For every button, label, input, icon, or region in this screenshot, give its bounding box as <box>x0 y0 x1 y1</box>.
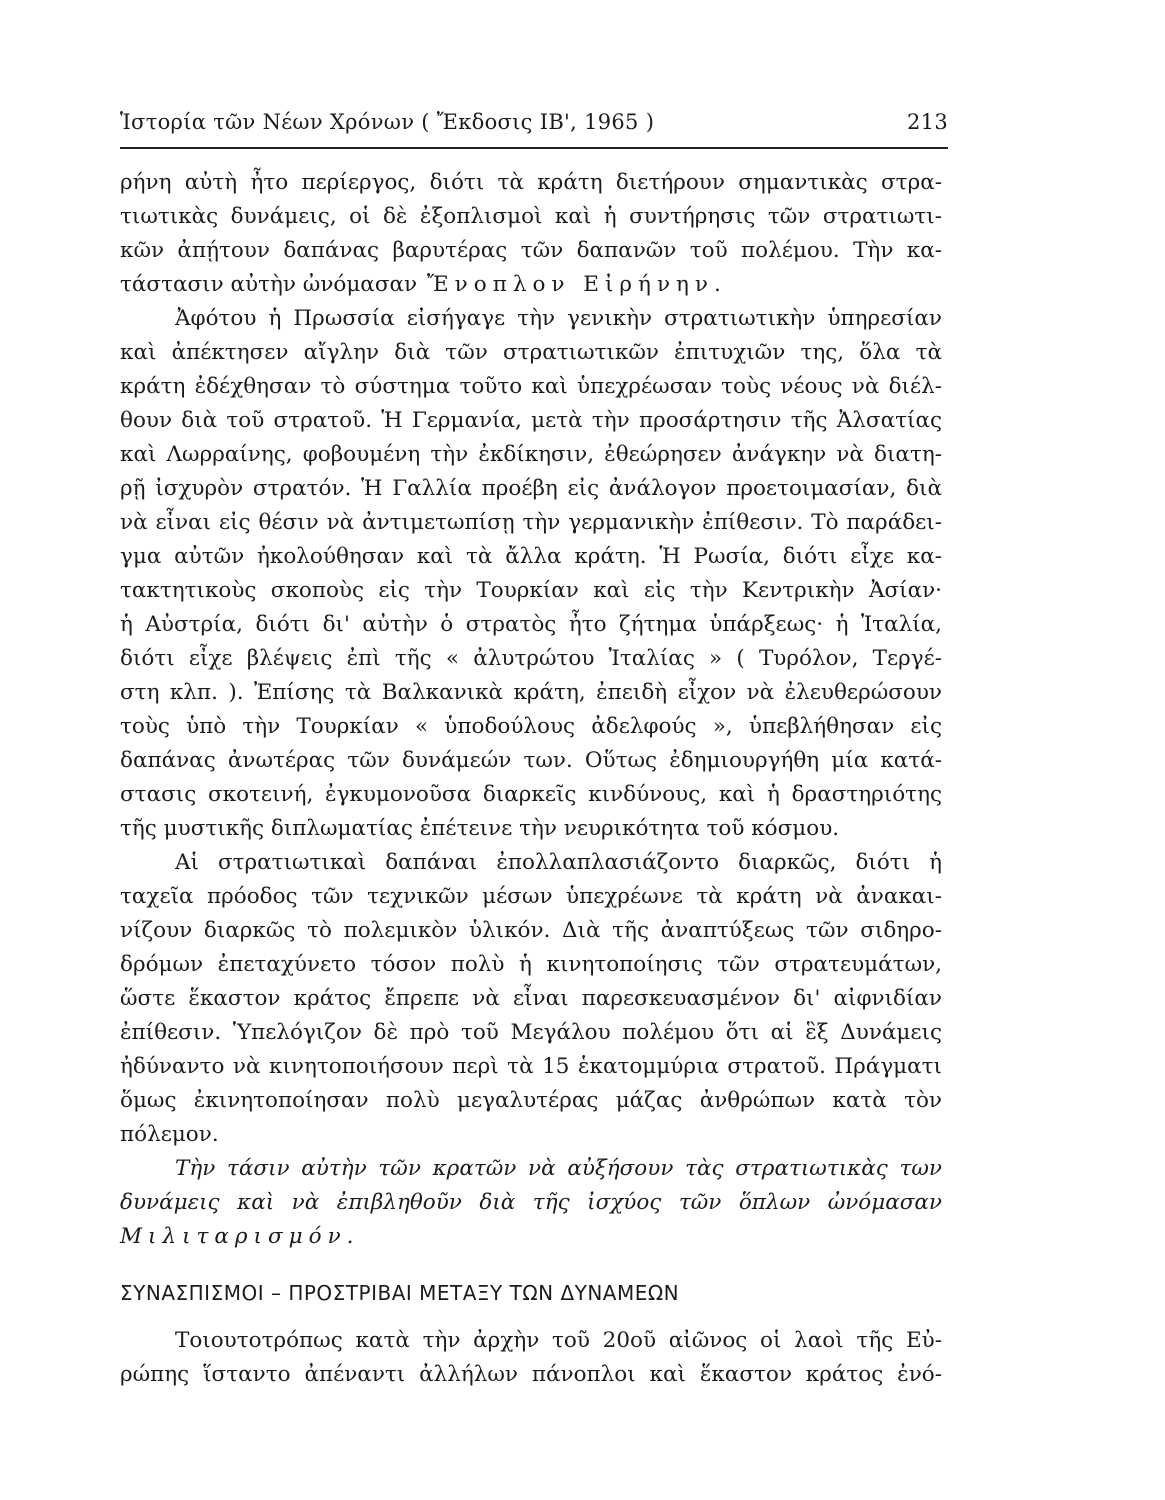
text-line: καὶ ἀπέκτησεν αἴγλην διὰ τῶν στρατιωτικῶν ἐπιτυχιῶν της, ὅλα τὰ <box>120 340 942 365</box>
italic-paragraph-line: δυνάμεις καὶ νὰ ἐπιβληθοῦν διὰ τῆς ἰσχύος τῶν ὅπλων ὠνόμασαν <box>120 1190 942 1215</box>
italic-emphasis-term: Μιλιταρισμόν. <box>120 1224 360 1249</box>
text-line: τιωτικὰς δυνάμεις, οἱ δὲ ἐξοπλισμοὶ καὶ ἡ συντήρησις τῶν στρατιωτι- <box>120 204 942 229</box>
paragraph-first-line: Τοιουτοτρόπως κατὰ τὴν ἀρχὴν τοῦ 20οῦ αἰῶνος οἱ λαοὶ τῆς Εὐ- <box>175 1328 942 1353</box>
paragraph-first-line: Ἀφότου ἡ Πρωσσία εἰσήγαγε τὴν γενικὴν στρατιωτικὴν ὑπηρεσίαν <box>175 306 942 331</box>
text-line: ἡ Αὐστρία, διότι δι' αὐτὴν ὁ στρατὸς ἦτο ζήτημα ὑπάρξεως· ἡ Ἰταλία, <box>120 612 942 637</box>
text-line: τάστασιν αὐτὴν ὠνόμασαν <box>120 272 418 297</box>
text-line: δαπάνας ἀνωτέρας τῶν δυνάμεών των. Οὕτως ἐδημιουργήθη μία κατά- <box>120 748 942 773</box>
header-rule <box>120 147 948 149</box>
running-header <box>120 110 948 140</box>
text-line: δρόμων ἐπεταχύνετο τόσον πολὺ ἡ κινητοποίησις τῶν στρατευμάτων, <box>120 952 942 977</box>
paragraph-first-line: Αἱ στρατιωτικαὶ δαπάναι ἐπολλαπλασιάζοντο διαρκῶς, διότι ἡ <box>175 850 942 875</box>
text-line: ρῇ ἰσχυρὸν στρατόν. Ἡ Γαλλία προέβη εἰς ἀνάλογον προετοιμασίαν, διὰ <box>120 476 942 501</box>
text-line: καὶ Λωρραίνης, φοβουμένη τὴν ἐκδίκησιν, ἐθεώρησεν ἀνάγκην νὰ διατη- <box>120 442 942 467</box>
text-line: γμα αὐτῶν ἠκολούθησαν καὶ τὰ ἄλλα κράτη. Ἡ Ρωσία, διότι εἶχε κα- <box>120 544 942 569</box>
text-line: κράτη ἐδέχθησαν τὸ σύστημα τοῦτο καὶ ὑπεχρέωσαν τοὺς νέους νὰ διέλ- <box>120 374 942 399</box>
text-line: νίζουν διαρκῶς τὸ πολεμικὸν ὑλικόν. Διὰ τῆς ἀναπτύξεως τῶν σιδηρο- <box>120 918 942 943</box>
text-line: ταχεῖα πρόοδος τῶν τεχνικῶν μέσων ὑπεχρέωνε τὰ κράτη νὰ ἀνακαι- <box>120 884 942 909</box>
text-line: ὥστε ἕκαστον κράτος ἔπρεπε νὰ εἶναι παρεσκευασμένον δι' αἰφνιδίαν <box>120 986 942 1011</box>
text-line: διότι εἶχε βλέψεις ἐπὶ τῆς « ἀλυτρώτου Ἰταλίας » ( Τυρόλον, Τεργέ- <box>120 646 942 671</box>
text-line: θουν διὰ τοῦ στρατοῦ. Ἡ Γερμανία, μετὰ τὴν προσάρτησιν τῆς Ἀλσατίας <box>120 408 942 433</box>
text-line: ὅμως ἐκινητοποίησαν πολὺ μεγαλυτέρας μάζας ἀνθρώπων κατὰ τὸν <box>120 1088 942 1113</box>
section-heading: ΣΥΝΑΣΠΙΣΜΟΙ – ΠΡΟΣΤΡΙΒΑΙ ΜΕΤΑΞΥ ΤΩΝ ΔΥΝΑΜΕΩΝ <box>120 1281 680 1305</box>
text-line: ἠδύναντο νὰ κινητοποιήσουν περὶ τὰ 15 ἑκατομμύρια στρατοῦ. Πράγματι <box>120 1054 942 1079</box>
header-title: Ἱστορία τῶν Νέων Χρόνων ( Ἔκδοσις ΙΒ', 1965 ) <box>120 110 655 134</box>
text-line: κῶν ἀπῄτουν δαπάνας βαρυτέρας τῶν δαπανῶν τοῦ πολέμου. Τὴν κα- <box>120 238 942 263</box>
text-line: ἐπίθεσιν. Ὑπελόγιζον δὲ πρὸ τοῦ Μεγάλου πολέμου ὅτι αἱ ἓξ Δυνάμεις <box>120 1020 942 1045</box>
page-number: 213 <box>907 110 948 134</box>
emphasis-term: Ἔνοπλον Εἰρήνην. <box>427 272 727 297</box>
italic-paragraph-line: Τὴν τάσιν αὐτὴν τῶν κρατῶν νὰ αὐξήσουν τὰς στρατιωτικὰς των <box>175 1156 942 1181</box>
text-line: πόλεμον. <box>120 1122 219 1147</box>
text-line: τοὺς ὑπὸ τὴν Τουρκίαν « ὑποδούλους ἀδελφούς », ὑπεβλήθησαν εἰς <box>120 714 942 739</box>
text-line: στη κλπ. ). Ἐπίσης τὰ Βαλκανικὰ κράτη, ἐπειδὴ εἶχον νὰ ἐλευθερώσουν <box>120 680 942 705</box>
text-line: στασις σκοτεινή, ἐγκυμονοῦσα διαρκεῖς κινδύνους, καὶ ἡ δραστηριότης <box>120 782 942 807</box>
text-line: τακτητικοὺς σκοποὺς εἰς τὴν Τουρκίαν καὶ εἰς τὴν Κεντρικὴν Ἀσίαν· <box>120 578 942 603</box>
text-line: ρήνη αὐτὴ ἦτο περίεργος, διότι τὰ κράτη διετήρουν σημαντικὰς στρα- <box>120 170 942 195</box>
text-line: τῆς μυστικῆς διπλωματίας ἐπέτεινε τὴν νευρικότητα τοῦ κόσμου. <box>120 816 840 841</box>
text-line: ρώπης ἵσταντο ἀπέναντι ἀλλήλων πάνοπλοι καὶ ἕκαστον κράτος ἐνό- <box>120 1362 942 1387</box>
text-line: νὰ εἶναι εἰς θέσιν νὰ ἀντιμετωπίσῃ τὴν γερμανικὴν ἐπίθεσιν. Τὸ παράδει- <box>120 510 942 535</box>
